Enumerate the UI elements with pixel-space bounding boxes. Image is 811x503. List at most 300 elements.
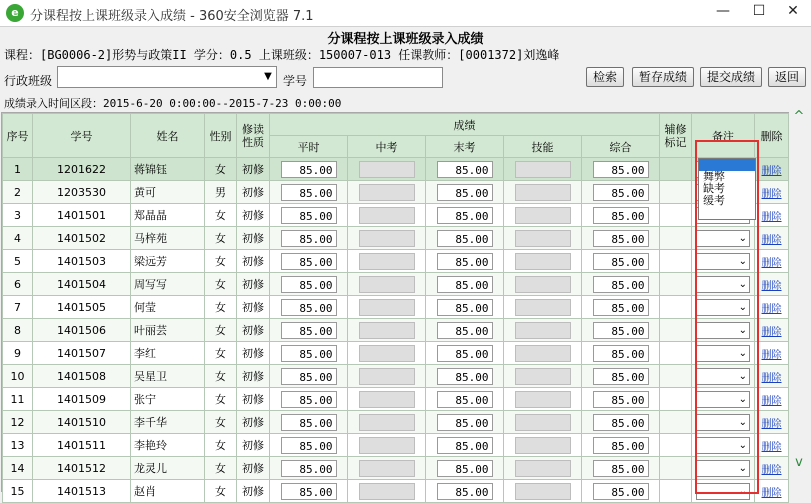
remark-select[interactable] [696,345,750,362]
remark-cell [692,388,755,411]
skill-score-input [515,368,571,385]
midterm-score-cell [348,411,426,434]
regular-score-cell [270,388,348,411]
student-id-label: 学号 [283,74,308,88]
table-row [3,434,789,457]
delete-link[interactable]: 删除 [761,165,782,177]
regular-score-cell [270,480,348,503]
midterm-score-cell [348,158,426,181]
total-score-cell [582,273,660,296]
score-grid [1,112,789,499]
chevron-down-icon[interactable]: ⌄ [738,462,748,474]
final-score-input[interactable]: 85.00 [437,483,493,500]
skill-score-cell [504,388,582,411]
student-name: 蒋锦钰 [131,158,205,181]
scroll-up-icon[interactable]: ^ [793,109,805,124]
total-score-input[interactable]: 85.00 [593,161,649,178]
study-type: 初修 [237,480,270,503]
delete-cell [755,319,789,342]
student-name: 马梓苑 [131,227,205,250]
regular-score-input[interactable]: 85.00 [281,299,337,316]
regular-score-input[interactable]: 85.00 [281,161,337,178]
course-info: 课程：[BG0006-2]形势与政策II 学分：0.5 上课班级：150007-013 任课教师：[0001372]刘逸峰 [4,48,560,62]
midterm-score-cell [348,181,426,204]
midterm-score-cell [348,227,426,250]
row-number: 15 [3,480,33,503]
row-number: 12 [3,411,33,434]
remark-cell [692,227,755,250]
regular-score-input[interactable]: 85.00 [281,368,337,385]
skill-score-cell [504,342,582,365]
total-score-input[interactable]: 85.00 [593,483,649,500]
regular-score-input[interactable]: 85.00 [281,437,337,454]
delete-link[interactable]: 删除 [761,211,782,223]
class-label: 行政班级 [4,74,53,88]
delete-cell [755,181,789,204]
delete-link[interactable]: 删除 [761,349,782,361]
remark-dropdown-list[interactable] [698,158,756,220]
skill-score-cell [504,365,582,388]
regular-score-cell [270,250,348,273]
remark-select[interactable] [696,368,750,385]
study-type: 初修 [237,319,270,342]
total-score-cell [582,296,660,319]
regular-score-input[interactable]: 85.00 [281,184,337,201]
gender: 女 [205,457,237,480]
study-type: 初修 [237,181,270,204]
minor-flag [660,434,692,457]
regular-score-input[interactable]: 85.00 [281,322,337,339]
delete-cell [755,457,789,480]
delete-link[interactable]: 删除 [761,464,782,476]
total-score-input[interactable]: 85.00 [593,322,649,339]
final-score-cell [426,158,504,181]
minor-flag [660,296,692,319]
total-score-cell [582,342,660,365]
regular-score-cell [270,457,348,480]
skill-score-input [515,207,571,224]
delete-cell [755,342,789,365]
vertical-scrollbar[interactable] [789,109,809,490]
student-name: 周写写 [131,273,205,296]
final-score-input[interactable]: 85.00 [437,414,493,431]
minor-flag [660,250,692,273]
row-number: 1 [3,158,33,181]
remark-option[interactable]: 舞弊 [703,170,725,183]
skill-score-cell [504,227,582,250]
minor-flag [660,319,692,342]
delete-cell [755,273,789,296]
delete-cell [755,434,789,457]
total-score-input[interactable]: 85.00 [593,460,649,477]
total-score-cell [582,457,660,480]
chevron-down-icon[interactable]: ⌄ [738,370,748,382]
study-type: 初修 [237,342,270,365]
student-id: 1401506 [33,319,131,342]
student-name: 张宁 [131,388,205,411]
minor-flag [660,365,692,388]
midterm-score-input [359,230,415,247]
header-total: 综合 [582,136,660,158]
regular-score-input[interactable]: 85.00 [281,460,337,477]
row-number: 11 [3,388,33,411]
midterm-score-cell [348,204,426,227]
table-row [3,181,789,204]
skill-score-cell [504,296,582,319]
total-score-input[interactable]: 85.00 [593,207,649,224]
regular-score-cell [270,319,348,342]
header-student-id: 学号 [33,114,131,158]
remark-select[interactable] [696,253,750,270]
remark-cell [692,319,755,342]
student-name: 吴星卫 [131,365,205,388]
student-name: 龙灵儿 [131,457,205,480]
regular-score-input[interactable]: 85.00 [281,207,337,224]
minor-flag [660,457,692,480]
remark-select[interactable] [696,299,750,316]
regular-score-cell [270,181,348,204]
skill-score-input [515,460,571,477]
minor-flag [660,480,692,503]
chevron-down-icon[interactable]: ⌄ [738,439,748,451]
total-score-input[interactable]: 85.00 [593,299,649,316]
row-number: 13 [3,434,33,457]
midterm-score-input [359,437,415,454]
final-score-cell [426,434,504,457]
total-score-cell [582,250,660,273]
total-score-cell [582,158,660,181]
minor-flag [660,181,692,204]
row-number: 5 [3,250,33,273]
regular-score-cell [270,365,348,388]
student-id-input[interactable] [313,67,443,88]
final-score-cell [426,342,504,365]
study-type: 初修 [237,250,270,273]
window-titlebar [0,0,811,27]
final-score-cell [426,457,504,480]
student-name: 赵肖 [131,480,205,503]
delete-link[interactable]: 删除 [761,372,782,384]
student-id: 1201622 [33,158,131,181]
regular-score-input[interactable]: 85.00 [281,345,337,362]
midterm-score-input [359,161,415,178]
total-score-cell [582,204,660,227]
header-name: 姓名 [131,114,205,158]
search-button[interactable]: 检索 [586,67,624,87]
study-type: 初修 [237,273,270,296]
midterm-score-input [359,276,415,293]
remark-select[interactable] [696,483,750,500]
midterm-score-cell [348,296,426,319]
final-score-input[interactable]: 85.00 [437,161,493,178]
final-score-input[interactable]: 85.00 [437,253,493,270]
skill-score-input [515,483,571,500]
midterm-score-input [359,483,415,500]
filter-bar [0,66,811,90]
student-name: 李艳玲 [131,434,205,457]
delete-cell [755,388,789,411]
remark-select[interactable] [696,276,750,293]
row-number: 14 [3,457,33,480]
total-score-cell [582,365,660,388]
chevron-down-icon[interactable]: ⌄ [738,393,748,405]
skill-score-input [515,299,571,316]
student-id: 1401509 [33,388,131,411]
final-score-cell [426,319,504,342]
header-remark: 备注 [692,114,755,158]
student-name: 黄可 [131,181,205,204]
entry-period: 成绩录入时间区段：2015-6-20 0:00:00--2015-7-23 0:00:00 [4,97,342,110]
regular-score-cell [270,411,348,434]
page-title: 分课程按上课班级录入成绩 [327,32,484,47]
total-score-cell [582,227,660,250]
total-score-input[interactable]: 85.00 [593,437,649,454]
minimize-button[interactable]: — [716,3,730,19]
class-select[interactable] [57,66,277,88]
maximize-button[interactable]: ☐ [752,3,766,19]
study-type: 初修 [237,411,270,434]
table-row [3,388,789,411]
remark-cell [692,411,755,434]
remark-cell [692,250,755,273]
delete-link[interactable]: 删除 [761,234,782,246]
midterm-score-cell [348,388,426,411]
total-score-input[interactable]: 85.00 [593,391,649,408]
table-row [3,480,789,503]
regular-score-cell [270,434,348,457]
final-score-input[interactable]: 85.00 [437,207,493,224]
midterm-score-input [359,184,415,201]
skill-score-cell [504,319,582,342]
study-type: 初修 [237,296,270,319]
window-title: 分课程按上课班级录入成绩 - 360安全浏览器 7.1 [30,9,314,24]
remark-cell [692,273,755,296]
minor-flag [660,342,692,365]
final-score-cell [426,250,504,273]
remark-cell [692,480,755,503]
final-score-input[interactable]: 85.00 [437,299,493,316]
midterm-score-cell [348,342,426,365]
skill-score-input [515,161,571,178]
save-scores-button[interactable]: 暂存成绩 [632,67,694,87]
final-score-cell [426,181,504,204]
skill-score-cell [504,480,582,503]
skill-score-input [515,391,571,408]
delete-link[interactable]: 删除 [761,188,782,200]
delete-link[interactable]: 删除 [761,487,782,499]
final-score-input[interactable]: 85.00 [437,230,493,247]
midterm-score-input [359,207,415,224]
gender: 女 [205,319,237,342]
final-score-cell [426,388,504,411]
remark-select[interactable] [696,437,750,454]
midterm-score-input [359,299,415,316]
header-midterm: 中考 [348,136,426,158]
regular-score-cell [270,296,348,319]
remark-select[interactable] [696,414,750,431]
delete-link[interactable]: 删除 [761,395,782,407]
student-id: 1401508 [33,365,131,388]
final-score-cell [426,227,504,250]
final-score-input[interactable]: 85.00 [437,322,493,339]
chevron-down-icon[interactable]: ⌄ [738,232,748,244]
student-id: 1401507 [33,342,131,365]
delete-link[interactable]: 删除 [761,280,782,292]
chevron-down-icon[interactable]: ⌄ [738,278,748,290]
skill-score-input [515,414,571,431]
delete-link[interactable]: 删除 [761,326,782,338]
final-score-input[interactable]: 85.00 [437,345,493,362]
gender: 女 [205,227,237,250]
delete-cell [755,296,789,319]
student-name: 李千华 [131,411,205,434]
row-number: 10 [3,365,33,388]
delete-link[interactable]: 删除 [761,441,782,453]
chevron-down-icon[interactable]: ⌄ [738,301,748,313]
gender: 女 [205,411,237,434]
final-score-input[interactable]: 85.00 [437,391,493,408]
midterm-score-input [359,391,415,408]
student-id: 1401504 [33,273,131,296]
regular-score-input[interactable]: 85.00 [281,483,337,500]
header-scores: 成绩 [270,114,660,136]
student-id: 1401503 [33,250,131,273]
student-id: 1401501 [33,204,131,227]
delete-cell [755,204,789,227]
remark-select[interactable] [696,230,750,247]
delete-cell [755,480,789,503]
regular-score-input[interactable]: 85.00 [281,414,337,431]
gender: 女 [205,434,237,457]
remark-cell [692,365,755,388]
header-study-type: 修读性质 [237,114,270,158]
total-score-cell [582,434,660,457]
table-row [3,250,789,273]
delete-cell [755,158,789,181]
table-row [3,365,789,388]
header-minor-flag: 辅修标记 [660,114,692,158]
header-gender: 性别 [205,114,237,158]
study-type: 初修 [237,227,270,250]
midterm-score-input [359,414,415,431]
submit-scores-button[interactable]: 提交成绩 [700,67,762,87]
total-score-input[interactable]: 85.00 [593,414,649,431]
midterm-score-cell [348,319,426,342]
student-id: 1203530 [33,181,131,204]
total-score-input[interactable]: 85.00 [593,184,649,201]
close-button[interactable]: ✕ [787,3,799,19]
back-button[interactable]: 返回 [768,67,806,87]
skill-score-cell [504,250,582,273]
remark-option[interactable]: 缺考 [703,182,725,195]
skill-score-input [515,437,571,454]
final-score-input[interactable]: 85.00 [437,460,493,477]
score-table [2,113,789,503]
total-score-input[interactable]: 85.00 [593,368,649,385]
midterm-score-cell [348,273,426,296]
total-score-input[interactable]: 85.00 [593,253,649,270]
gender: 男 [205,181,237,204]
chevron-down-icon[interactable]: ⌄ [738,416,748,428]
midterm-score-cell [348,250,426,273]
row-number: 4 [3,227,33,250]
scroll-down-icon[interactable]: v [795,455,803,470]
regular-score-cell [270,158,348,181]
remark-select[interactable] [696,460,750,477]
row-number: 8 [3,319,33,342]
student-id: 1401502 [33,227,131,250]
regular-score-input[interactable]: 85.00 [281,230,337,247]
total-score-input[interactable]: 85.00 [593,276,649,293]
remark-option[interactable]: 缓考 [703,194,725,207]
student-name: 叶丽芸 [131,319,205,342]
total-score-input[interactable]: 85.00 [593,230,649,247]
midterm-score-cell [348,365,426,388]
total-score-input[interactable]: 85.00 [593,345,649,362]
delete-link[interactable]: 删除 [761,418,782,430]
regular-score-input[interactable]: 85.00 [281,276,337,293]
chevron-down-icon[interactable]: ⌄ [738,347,748,359]
delete-link[interactable]: 删除 [761,303,782,315]
regular-score-cell [270,204,348,227]
chevron-down-icon[interactable]: ⌄ [738,485,748,497]
final-score-input[interactable]: 85.00 [437,276,493,293]
study-type: 初修 [237,365,270,388]
chevron-down-icon[interactable]: ⌄ [738,324,748,336]
skill-score-cell [504,181,582,204]
regular-score-input[interactable]: 85.00 [281,253,337,270]
minor-flag [660,227,692,250]
skill-score-cell [504,457,582,480]
remark-cell [692,434,755,457]
delete-cell [755,365,789,388]
final-score-input[interactable]: 85.00 [437,368,493,385]
total-score-cell [582,319,660,342]
regular-score-cell [270,342,348,365]
delete-link[interactable]: 删除 [761,257,782,269]
regular-score-input[interactable]: 85.00 [281,391,337,408]
header-final: 末考 [426,136,504,158]
final-score-input[interactable]: 85.00 [437,184,493,201]
skill-score-cell [504,204,582,227]
final-score-cell [426,273,504,296]
browser-logo-icon: e [6,4,24,22]
total-score-cell [582,480,660,503]
table-row [3,273,789,296]
midterm-score-input [359,368,415,385]
skill-score-cell [504,158,582,181]
remark-cell [692,296,755,319]
remark-select[interactable] [696,391,750,408]
midterm-score-cell [348,480,426,503]
minor-flag [660,204,692,227]
skill-score-cell [504,411,582,434]
remark-select[interactable] [696,322,750,339]
skill-score-input [515,253,571,270]
header-no: 序号 [3,114,33,158]
final-score-cell [426,411,504,434]
row-number: 7 [3,296,33,319]
final-score-input[interactable]: 85.00 [437,437,493,454]
student-name: 何莹 [131,296,205,319]
gender: 女 [205,365,237,388]
gender: 女 [205,250,237,273]
skill-score-cell [504,434,582,457]
student-id: 1401511 [33,434,131,457]
gender: 女 [205,388,237,411]
chevron-down-icon[interactable]: ⌄ [738,255,748,267]
chevron-down-icon[interactable]: ▼ [264,71,272,82]
